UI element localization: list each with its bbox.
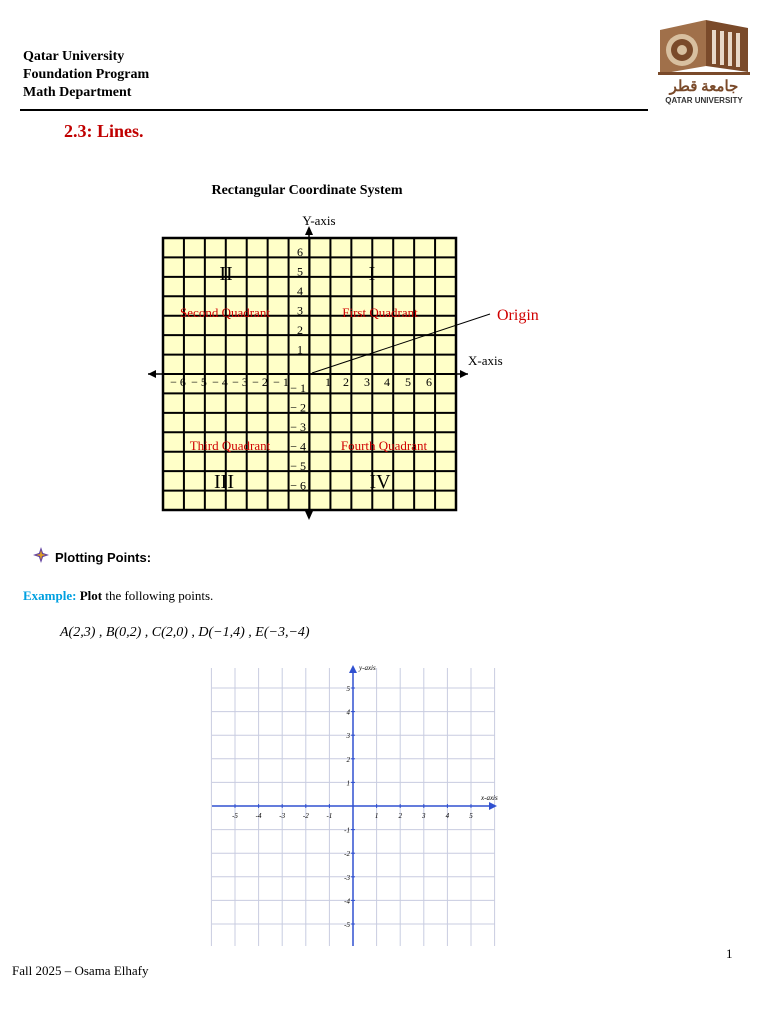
y-tick-label: -2 [344, 850, 350, 859]
header-program: Foundation Program [23, 67, 150, 82]
x-tick-label: 3 [364, 375, 370, 389]
x-tick-label: -5 [232, 812, 238, 820]
page-number: 1 [726, 946, 733, 961]
y-tick-label: -1 [344, 826, 350, 835]
x-tick-label: 1 [374, 812, 379, 820]
x-tick-label: − 2 [252, 375, 268, 389]
y-tick-label: 3 [297, 303, 303, 318]
y-tick-label: − 2 [290, 400, 306, 415]
y-tick-label: 4 [297, 284, 303, 298]
example-label: Example: [23, 588, 77, 603]
y-tick-label: − 1 [290, 381, 306, 395]
header-university: Qatar University [23, 49, 125, 64]
origin-label: Origin [497, 307, 539, 324]
section-title: 2.3: Lines. [64, 121, 144, 141]
points-list: A(2,3) , B(0,2) , C(2,0) , D(−1,4) , E(−3,−4) [60, 625, 310, 640]
x-tick-label: 5 [405, 375, 411, 389]
x-tick-label: − 3 [232, 375, 248, 389]
x-tick-label: 3 [422, 812, 426, 820]
x-axis-label: X-axis [468, 353, 503, 368]
x-tick-label: − 5 [191, 375, 207, 389]
logo-english-text: QATAR UNIVERSITY [665, 96, 743, 105]
y-tick-label: -3 [344, 873, 350, 882]
header-department: Math Department [23, 85, 132, 100]
y-tick-label: − 6 [290, 478, 306, 493]
y-tick-label: 6 [297, 245, 303, 259]
y-tick-label: 1 [346, 779, 350, 788]
logo-arabic-text: جامعة قطر [669, 79, 739, 95]
quadrant-numeral-1: I [368, 263, 376, 285]
x-tick-label: 1 [325, 375, 331, 389]
plotting-points-heading: Plotting Points: [55, 550, 152, 565]
y-tick-label: 1 [297, 342, 303, 357]
x-tick-label: 2 [343, 375, 349, 389]
y-tick-label: − 5 [290, 459, 306, 473]
y-tick-label: -5 [344, 921, 350, 929]
footer-text: Fall 2025 – Osama Elhafy [12, 963, 149, 978]
y-tick-label: 3 [346, 732, 350, 741]
x-tick-label: 4 [445, 812, 450, 820]
fig2-y-axis-label: y-axis [359, 664, 376, 672]
quadrant-numeral-4: IV [369, 471, 391, 493]
y-tick-label: 5 [346, 685, 350, 693]
x-tick-label: 5 [469, 812, 473, 820]
y-tick-label: -4 [344, 897, 350, 906]
x-tick-label: -2 [302, 812, 309, 820]
fig2-x-axis-label: x-axis [481, 794, 498, 802]
x-tick-label: − 4 [212, 375, 228, 389]
x-tick-label: -1 [326, 812, 333, 820]
x-tick-label: 6 [426, 375, 432, 389]
x-tick-label: -4 [255, 812, 262, 820]
quadrant-numeral-3: III [214, 471, 234, 493]
x-tick-label: − 1 [273, 375, 289, 389]
quadrant-numeral-2: II [219, 263, 233, 285]
quadrant-name-3: Third Quadrant [189, 438, 271, 453]
figure-title: Rectangular Coordinate System [211, 183, 403, 198]
x-tick-label: -3 [279, 812, 286, 820]
y-tick-label: 2 [346, 755, 350, 764]
y-tick-label: 5 [297, 264, 303, 279]
example-rest: the following points. [102, 588, 214, 603]
y-tick-label: 2 [297, 323, 303, 337]
x-tick-label: 2 [398, 812, 402, 820]
x-tick-label: 4 [384, 375, 390, 389]
y-axis-label: Y-axis [302, 213, 336, 228]
quadrant-name-1: First Quadrant [342, 305, 418, 320]
y-tick-label: − 4 [290, 439, 306, 454]
y-tick-label: − 3 [290, 420, 306, 434]
y-tick-label: 4 [346, 708, 350, 717]
example-bold-word: Plot [79, 588, 103, 603]
x-tick-label: − 6 [170, 375, 186, 389]
quadrant-name-4: Fourth Quadrant [340, 438, 428, 453]
quadrant-name-2: Second Quadrant [180, 305, 270, 320]
